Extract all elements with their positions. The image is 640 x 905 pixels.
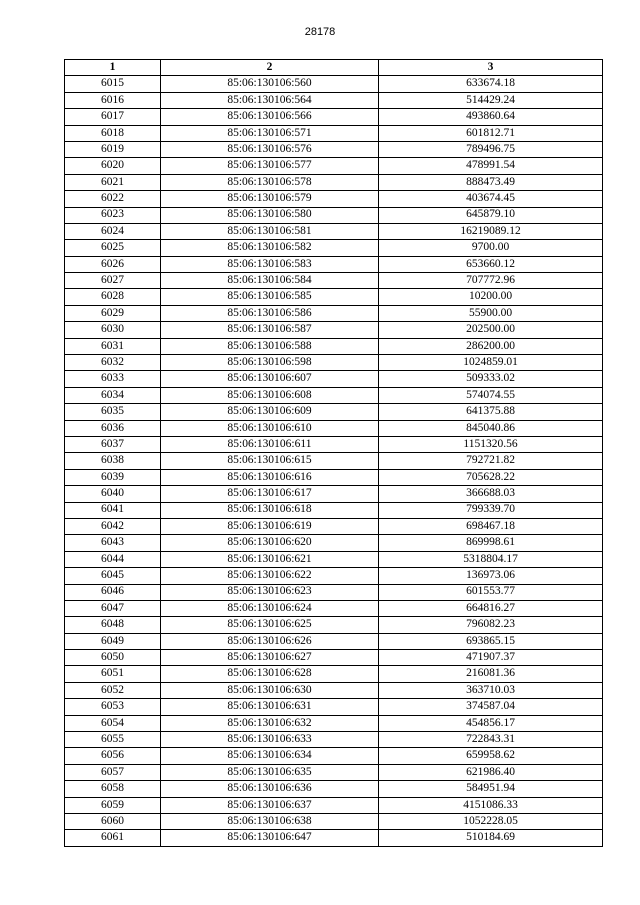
row-number-cell: 6025 xyxy=(65,240,161,256)
value-cell: 216081.36 xyxy=(379,666,603,682)
row-number-cell: 6015 xyxy=(65,76,161,92)
cadastral-number-cell: 85:06:130106:580 xyxy=(161,207,379,223)
value-cell: 601812.71 xyxy=(379,125,603,141)
cadastral-number-cell: 85:06:130106:627 xyxy=(161,650,379,666)
value-cell: 374587.04 xyxy=(379,699,603,715)
column-header-1: 1 xyxy=(65,60,161,76)
cadastral-number-cell: 85:06:130106:583 xyxy=(161,256,379,272)
table-row xyxy=(65,830,603,846)
cadastral-number-cell: 85:06:130106:630 xyxy=(161,682,379,698)
cadastral-number-cell: 85:06:130106:588 xyxy=(161,338,379,354)
table-row xyxy=(65,223,603,239)
row-number-cell: 6022 xyxy=(65,191,161,207)
table-row xyxy=(65,76,603,92)
row-number-cell: 6035 xyxy=(65,404,161,420)
row-number-cell: 6032 xyxy=(65,355,161,371)
value-cell: 509333.02 xyxy=(379,371,603,387)
cadastral-number-cell: 85:06:130106:637 xyxy=(161,797,379,813)
row-number-cell: 6043 xyxy=(65,535,161,551)
cadastral-number-cell: 85:06:130106:636 xyxy=(161,781,379,797)
value-cell: 869998.61 xyxy=(379,535,603,551)
cadastral-number-cell: 85:06:130106:647 xyxy=(161,830,379,846)
table-row xyxy=(65,699,603,715)
value-cell: 478991.54 xyxy=(379,158,603,174)
cadastral-number-cell: 85:06:130106:615 xyxy=(161,453,379,469)
value-cell: 799339.70 xyxy=(379,502,603,518)
row-number-cell: 6058 xyxy=(65,781,161,797)
value-cell: 286200.00 xyxy=(379,338,603,354)
cadastral-number-cell: 85:06:130106:635 xyxy=(161,764,379,780)
cadastral-number-cell: 85:06:130106:621 xyxy=(161,551,379,567)
value-cell: 55900.00 xyxy=(379,305,603,321)
cadastral-number-cell: 85:06:130106:616 xyxy=(161,469,379,485)
table-row xyxy=(65,436,603,452)
row-number-cell: 6017 xyxy=(65,109,161,125)
value-cell: 493860.64 xyxy=(379,109,603,125)
table-row xyxy=(65,502,603,518)
row-number-cell: 6047 xyxy=(65,600,161,616)
value-cell: 16219089.12 xyxy=(379,223,603,239)
row-number-cell: 6028 xyxy=(65,289,161,305)
value-cell: 633674.18 xyxy=(379,76,603,92)
row-number-cell: 6059 xyxy=(65,797,161,813)
table-row xyxy=(65,174,603,190)
cadastral-number-cell: 85:06:130106:633 xyxy=(161,732,379,748)
table-row xyxy=(65,338,603,354)
cadastral-number-cell: 85:06:130106:638 xyxy=(161,813,379,829)
value-cell: 664816.27 xyxy=(379,600,603,616)
row-number-cell: 6034 xyxy=(65,387,161,403)
table-row xyxy=(65,781,603,797)
table-row xyxy=(65,158,603,174)
value-cell: 366688.03 xyxy=(379,486,603,502)
table-row xyxy=(65,764,603,780)
cadastral-number-cell: 85:06:130106:598 xyxy=(161,355,379,371)
row-number-cell: 6031 xyxy=(65,338,161,354)
cadastral-number-cell: 85:06:130106:624 xyxy=(161,600,379,616)
value-cell: 707772.96 xyxy=(379,273,603,289)
cadastral-number-cell: 85:06:130106:634 xyxy=(161,748,379,764)
table-row xyxy=(65,92,603,108)
cadastral-number-cell: 85:06:130106:632 xyxy=(161,715,379,731)
value-cell: 645879.10 xyxy=(379,207,603,223)
value-cell: 4151086.33 xyxy=(379,797,603,813)
column-header-2: 2 xyxy=(161,60,379,76)
cadastral-number-cell: 85:06:130106:609 xyxy=(161,404,379,420)
cadastral-number-cell: 85:06:130106:611 xyxy=(161,436,379,452)
table-row xyxy=(65,568,603,584)
table-row xyxy=(65,682,603,698)
row-number-cell: 6049 xyxy=(65,633,161,649)
table-row xyxy=(65,584,603,600)
cadastral-number-cell: 85:06:130106:564 xyxy=(161,92,379,108)
value-cell: 1052228.05 xyxy=(379,813,603,829)
row-number-cell: 6051 xyxy=(65,666,161,682)
table-row xyxy=(65,600,603,616)
cadastral-number-cell: 85:06:130106:571 xyxy=(161,125,379,141)
cadastral-number-cell: 85:06:130106:578 xyxy=(161,174,379,190)
row-number-cell: 6030 xyxy=(65,322,161,338)
table-row xyxy=(65,551,603,567)
cadastral-number-cell: 85:06:130106:560 xyxy=(161,76,379,92)
value-cell: 584951.94 xyxy=(379,781,603,797)
value-cell: 514429.24 xyxy=(379,92,603,108)
header-row xyxy=(65,60,603,76)
row-number-cell: 6053 xyxy=(65,699,161,715)
table-row xyxy=(65,240,603,256)
value-cell: 845040.86 xyxy=(379,420,603,436)
row-number-cell: 6029 xyxy=(65,305,161,321)
cadastral-number-cell: 85:06:130106:618 xyxy=(161,502,379,518)
cadastral-number-cell: 85:06:130106:623 xyxy=(161,584,379,600)
table-header xyxy=(65,60,603,76)
table-row xyxy=(65,256,603,272)
cadastral-number-cell: 85:06:130106:628 xyxy=(161,666,379,682)
table-row xyxy=(65,289,603,305)
column-header-3: 3 xyxy=(379,60,603,76)
table-row xyxy=(65,813,603,829)
value-cell: 574074.55 xyxy=(379,387,603,403)
row-number-cell: 6044 xyxy=(65,551,161,567)
cadastral-number-cell: 85:06:130106:582 xyxy=(161,240,379,256)
cadastral-number-cell: 85:06:130106:581 xyxy=(161,223,379,239)
table-row xyxy=(65,273,603,289)
value-cell: 653660.12 xyxy=(379,256,603,272)
value-cell: 705628.22 xyxy=(379,469,603,485)
row-number-cell: 6050 xyxy=(65,650,161,666)
row-number-cell: 6021 xyxy=(65,174,161,190)
table-row xyxy=(65,420,603,436)
cadastral-number-cell: 85:06:130106:585 xyxy=(161,289,379,305)
cadastral-number-cell: 85:06:130106:577 xyxy=(161,158,379,174)
cadastral-number-cell: 85:06:130106:587 xyxy=(161,322,379,338)
value-cell: 659958.62 xyxy=(379,748,603,764)
cadastral-number-cell: 85:06:130106:586 xyxy=(161,305,379,321)
value-cell: 789496.75 xyxy=(379,141,603,157)
table-row xyxy=(65,371,603,387)
table-row xyxy=(65,207,603,223)
value-cell: 693865.15 xyxy=(379,633,603,649)
cadastral-number-cell: 85:06:130106:622 xyxy=(161,568,379,584)
value-cell: 403674.45 xyxy=(379,191,603,207)
table-row xyxy=(65,715,603,731)
cadastral-number-cell: 85:06:130106:584 xyxy=(161,273,379,289)
value-cell: 888473.49 xyxy=(379,174,603,190)
row-number-cell: 6039 xyxy=(65,469,161,485)
row-number-cell: 6041 xyxy=(65,502,161,518)
value-cell: 5318804.17 xyxy=(379,551,603,567)
row-number-cell: 6054 xyxy=(65,715,161,731)
table-row xyxy=(65,453,603,469)
table-body xyxy=(65,76,603,846)
table-row xyxy=(65,387,603,403)
table-row xyxy=(65,355,603,371)
row-number-cell: 6048 xyxy=(65,617,161,633)
table-row xyxy=(65,617,603,633)
cadastral-number-cell: 85:06:130106:631 xyxy=(161,699,379,715)
value-cell: 454856.17 xyxy=(379,715,603,731)
row-number-cell: 6036 xyxy=(65,420,161,436)
value-cell: 621986.40 xyxy=(379,764,603,780)
row-number-cell: 6026 xyxy=(65,256,161,272)
table-row xyxy=(65,748,603,764)
row-number-cell: 6038 xyxy=(65,453,161,469)
table-row xyxy=(65,518,603,534)
row-number-cell: 6057 xyxy=(65,764,161,780)
table-row xyxy=(65,305,603,321)
value-cell: 641375.88 xyxy=(379,404,603,420)
row-number-cell: 6046 xyxy=(65,584,161,600)
row-number-cell: 6042 xyxy=(65,518,161,534)
cadastral-number-cell: 85:06:130106:617 xyxy=(161,486,379,502)
table-row xyxy=(65,469,603,485)
cadastral-number-cell: 85:06:130106:607 xyxy=(161,371,379,387)
row-number-cell: 6060 xyxy=(65,813,161,829)
table-row xyxy=(65,191,603,207)
value-cell: 202500.00 xyxy=(379,322,603,338)
row-number-cell: 6045 xyxy=(65,568,161,584)
row-number-cell: 6040 xyxy=(65,486,161,502)
cadastral-number-cell: 85:06:130106:610 xyxy=(161,420,379,436)
table-row xyxy=(65,797,603,813)
row-number-cell: 6020 xyxy=(65,158,161,174)
cadastral-number-cell: 85:06:130106:626 xyxy=(161,633,379,649)
value-cell: 722843.31 xyxy=(379,732,603,748)
cadastral-number-cell: 85:06:130106:625 xyxy=(161,617,379,633)
row-number-cell: 6019 xyxy=(65,141,161,157)
value-cell: 9700.00 xyxy=(379,240,603,256)
value-cell: 796082.23 xyxy=(379,617,603,633)
table-row xyxy=(65,486,603,502)
table-row xyxy=(65,125,603,141)
page-number: 28178 xyxy=(304,26,336,38)
row-number-cell: 6023 xyxy=(65,207,161,223)
table-row xyxy=(65,322,603,338)
row-number-cell: 6018 xyxy=(65,125,161,141)
table-row xyxy=(65,650,603,666)
cadastral-number-cell: 85:06:130106:620 xyxy=(161,535,379,551)
table-row xyxy=(65,666,603,682)
row-number-cell: 6033 xyxy=(65,371,161,387)
table-row xyxy=(65,535,603,551)
value-cell: 698467.18 xyxy=(379,518,603,534)
value-cell: 1024859.01 xyxy=(379,355,603,371)
table-row xyxy=(65,404,603,420)
value-cell: 792721.82 xyxy=(379,453,603,469)
value-cell: 363710.03 xyxy=(379,682,603,698)
table-row xyxy=(65,141,603,157)
value-cell: 1151320.56 xyxy=(379,436,603,452)
row-number-cell: 6052 xyxy=(65,682,161,698)
row-number-cell: 6055 xyxy=(65,732,161,748)
table-row xyxy=(65,109,603,125)
cadastral-number-cell: 85:06:130106:608 xyxy=(161,387,379,403)
table-row xyxy=(65,732,603,748)
row-number-cell: 6061 xyxy=(65,830,161,846)
cadastral-number-cell: 85:06:130106:566 xyxy=(161,109,379,125)
row-number-cell: 6037 xyxy=(65,436,161,452)
row-number-cell: 6016 xyxy=(65,92,161,108)
value-cell: 510184.69 xyxy=(379,830,603,846)
row-number-cell: 6024 xyxy=(65,223,161,239)
value-cell: 136973.06 xyxy=(379,568,603,584)
value-cell: 601553.77 xyxy=(379,584,603,600)
value-cell: 10200.00 xyxy=(379,289,603,305)
cadastral-number-cell: 85:06:130106:619 xyxy=(161,518,379,534)
table-row xyxy=(65,633,603,649)
value-cell: 471907.37 xyxy=(379,650,603,666)
data-table xyxy=(64,59,603,847)
row-number-cell: 6027 xyxy=(65,273,161,289)
cadastral-number-cell: 85:06:130106:576 xyxy=(161,141,379,157)
cadastral-number-cell: 85:06:130106:579 xyxy=(161,191,379,207)
row-number-cell: 6056 xyxy=(65,748,161,764)
